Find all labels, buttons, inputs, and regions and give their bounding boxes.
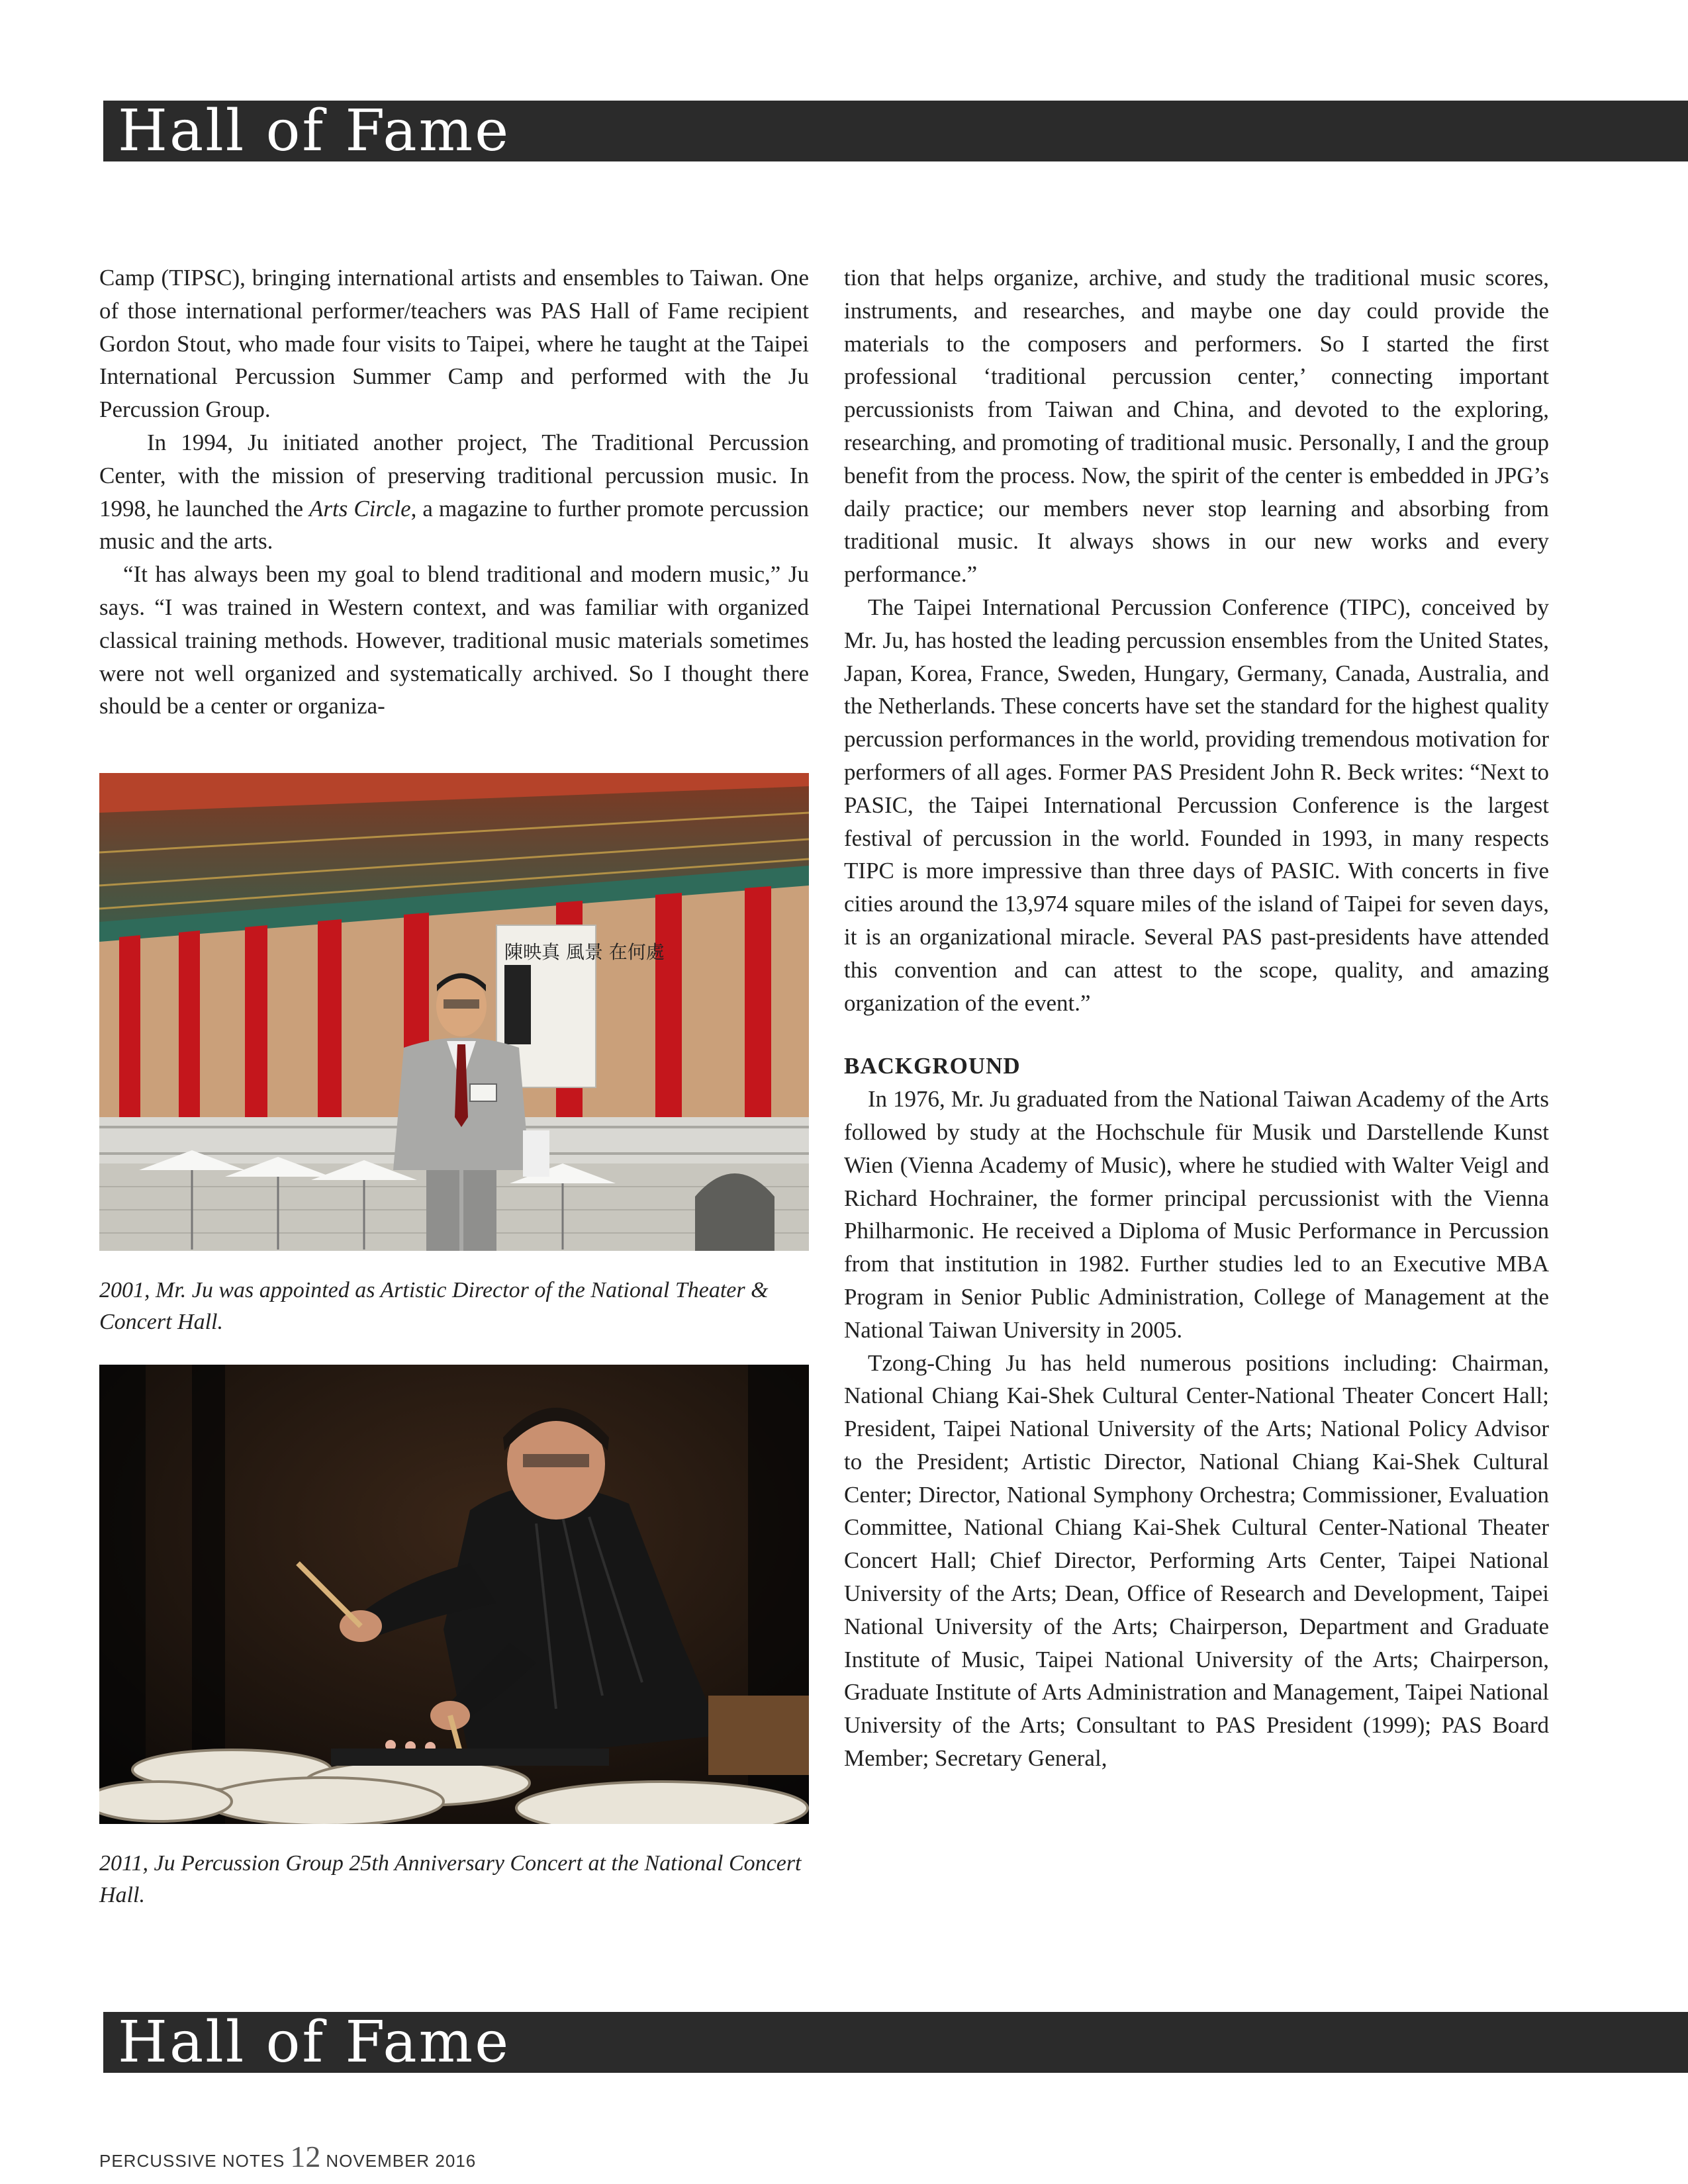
paragraph: In 1994, Ju initiated another project, The Traditional Percussion Center, with the mission of preserving traditional percussion music. In 1998, he launched the Arts Circle, a magazine to further promote percussion music and the arts.	[99, 429, 809, 555]
publication-name: PERCUSSIVE NOTES	[99, 2151, 285, 2171]
left-column	[99, 261, 809, 723]
poster-text: 陳映真 風景 在何處	[504, 941, 665, 963]
paragraph: The Taipei International Percussion Conference (TIPC), conceived by Mr. Ju, has hosted the leading percussion ensembles from the United States, Japan, Korea, France, Sweden, Hungary, Germany, Canada, Australia, and the Netherlands. These concerts have set the standard for the highest quality percussion performances in the world, providing tremendous motivation for performers of all ages. Former PAS President John R. Beck writes: “Next to PASIC, the Taipei International Percussion Conference is the largest festival of percussion in the world. Founded in 1993, in many respects TIPC is more impressive than three days of PASIC. With concerts in five cities around the 13,974 square miles of the island of Taipei for seven days, it is an organizational miracle. Several PAS past-presidents have attended this convention and can attest to the scope, quality, and amazing organization of the event.”	[844, 594, 1549, 1016]
footer-banner	[99, 2009, 1688, 2075]
paragraph: “It has always been my goal to blend traditional and modern music,” Ju says. “I was trained in Western context, and was familiar with organized classical training methods. However, traditional music materials sometimes were not well organized and systematically archived. So I thought there should be a center or organiza-	[99, 561, 809, 719]
section-heading: BACKGROUND	[844, 1053, 1021, 1079]
paragraph: Tzong-Ching Ju has held numerous positions including: Chairman, National Chiang Kai-Shek Cultural Center-National Theater Concert Hall; President, Taipei National University of the Arts; National Policy Advisor to the President; Artistic Director, National Chiang Kai-Shek Cultural Center; Director, National Symphony Orchestra; Commissioner, Evaluation Committee, National Chiang Kai-Shek Cultural Center-National Theater Concert Hall; Chief Director, Performing Arts Center, Taipei National University of the Arts; Dean, Office of Research and Development, Taipei National University of the Arts; Chairperson, Department and Graduate Institute of Music, Taipei National University of the Arts; Chairperson, Graduate Institute of Arts Administration and Management, Taipei National University of the Arts; Consultant to PAS President (1999); PAS Board Member; Secretary General,	[844, 1349, 1549, 1772]
paragraph: tion that helps organize, archive, and study the traditional music scores, instruments, and researches, and maybe one day could provide the materials to the composers and performers. So I started the first professional ‘traditional percussion center,’ connecting important percussionists from Taiwan and China, and devoted to the exploring, researching, and promoting of traditional music. Personally, I and the group benefit from the process. Now, the spirit of the center is embedded in JPG’s daily practice; our members never stop learning and absorbing from traditional music. It always shows in our new works and every performance.”	[844, 265, 1549, 588]
magazine-title: Arts Circle	[309, 495, 411, 522]
page-footer	[99, 2139, 476, 2174]
photo-national-theater	[99, 773, 809, 1251]
paragraph: Camp (TIPSC), bringing international artists and ensembles to Taiwan. One of those international performer/teachers was PAS Hall of Fame recipient Gordon Stout, who made four visits to Taipei, where he taught at the Taipei International Percussion Summer Camp and performed with the Ju Percussion Group.	[99, 265, 809, 423]
photo-caption: 2001, Mr. Ju was appointed as Artistic Director of the National Theater & Concert Hall.	[99, 1278, 769, 1334]
header-banner	[99, 98, 1688, 164]
header-title: Hall of Fame	[118, 98, 511, 164]
paragraph: In 1976, Mr. Ju graduated from the National Taiwan Academy of the Arts followed by study at the Hochschule für Musik und Darstellende Kunst Wien (Vienna Academy of Music), where he studied with Walter Veigl and Richard Hochrainer, the former principal percussionist with the Vienna Philharmonic. He received a Diploma of Music Performance in Percussion from that institution in 1982. Further studies led to an Executive MBA Program in Senior Public Administration, College of Management at the National Taiwan University in 2005.	[844, 1086, 1549, 1343]
right-column	[844, 261, 1549, 1775]
page-number: 12	[290, 2140, 321, 2173]
footer-banner-title: Hall of Fame	[118, 2009, 511, 2075]
photo-caption: 2011, Ju Percussion Group 25th Anniversary Concert at the National Concert Hall.	[99, 1851, 802, 1907]
photo-25th-anniversary-concert	[99, 1365, 809, 1824]
issue-date: NOVEMBER 2016	[326, 2151, 477, 2171]
